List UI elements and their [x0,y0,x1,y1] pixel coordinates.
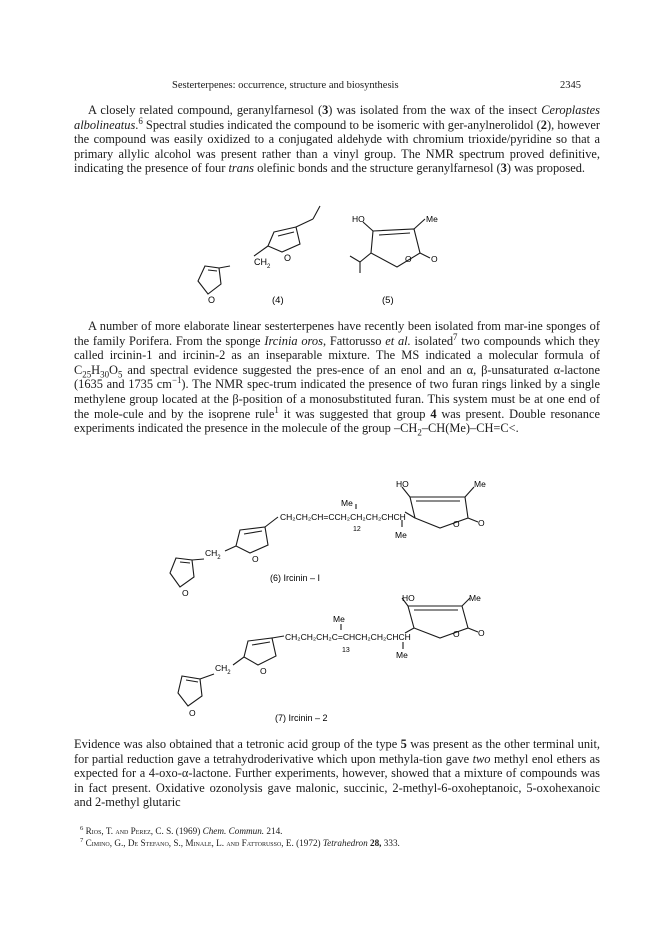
label-structure-6: (6) Ircinin – I [270,573,321,583]
chain-6: CH₂CH₂CH=CCH₂CH₂CH₂CHCH [280,512,406,522]
paragraph-ircinin: A number of more elaborate linear sesterterpenes have recently been isolated from mar-ine sponges of the family Porifera. From the sponge Ircinia oros, Fattorusso et al. isolated$^7$ two compounds which they called ircinin-1 and ircinin-2 as an inseparable mixture. The MS indicated a molecular formula of $C_{25}H_{30}O_5$ and spectral evidence suggested the pres-ence of an enol and an α, β-unsaturated α-lactone (1635 and 1735 $cm^{-1}$). The NMR spec-trum indicated the presence of two furan rings linked by a single methylene group located at the β-position of a monosubstituted furan. This system must be at one end of the mole-cule and by the isoprene rule$^1$ it was suggested that group 4 was present. Double resonance experiments indicated the presence in the molecule of the group $-CH_2-CH(Me)-CH=C<$. [74,319,601,438]
atom-ch2-6: $CH_2$ [205,548,221,561]
atom-o-7a: O [453,629,460,639]
atom-me-7a: Me [333,614,345,624]
atom-ch2-4: $CH_2$ [254,257,271,270]
atom-o-6b: O [478,518,485,528]
atom-me-6b: Me [474,479,486,489]
paragraph-tetronic-acid: Evidence was also obtained that a tetronic acid group of the type 5 was present as the other terminal unit, for partial reduction gave a tetrahydroderivative which upon methyla-tion gave two methyl enol ethers as expected for a 4-oxo-α-lactone. Further experiments, however, showed that a mixture of compounds was in fact present. Oxidative ozonolysis gave malonic, succinic, 2-methyl-6-oxoheptanoic, 5-oxohexanoic and 2-methyl glutaric [74,737,601,810]
atom-ho-7: HO [402,593,415,603]
atom-o-4b: O [208,295,216,305]
running-title: Sesterterpenes: occurrence, structure and biosynthesis [172,80,399,91]
atom-o-6a: O [453,519,460,529]
atom-o-6c: O [252,554,259,564]
num-12: 12 [353,526,361,533]
atom-me-7c: Me [396,650,408,660]
chain-7: CH₂CH₂CH₂C=CHCH₂CH₂CHCH [285,632,411,642]
label-structure-7: (7) Ircinin – 2 [275,713,328,723]
footnote-7: $^7$ Cimino, G., De Stefano, S., Minale, L. and Fattorusso, E. (1972) Tetrahedron 28, 333. [80,836,400,848]
atom-o-7d: O [189,708,196,718]
paragraph-geranylfarnesol: A closely related compound, geranylfarnesol (3) was isolated from the wax of the insect Ceroplastes albolineatus.$^6$ Spectral studies indicated the compound to be isomeric with ger-anylnerolidol (2), however the compound was easily oxidized to a conjugated aldehyde with chromium trioxide/pyridine so that a primary allylic alcohol was present rather than a vinyl group. The NMR spectrum proved definitive, indicating the presence of four trans olefinic bonds and the structure geranylfarnesol (3) was proposed. [74,103,600,176]
footnotes [80,826,600,849]
atom-o-5b: O [431,254,438,264]
footnote-6: $^6$ Rios, T. and Perez, C. S. (1969) Chem. Commun. 214. [80,824,283,836]
num-13: 13 [342,647,350,654]
atom-o-7b: O [478,628,485,638]
atom-me-7b: Me [469,593,481,603]
structure-6 [170,487,478,587]
atom-o-7c: O [260,666,267,676]
atom-me-6c: Me [395,530,407,540]
label-structure-5: (5) [382,295,394,306]
atom-me-5: Me [426,214,438,224]
page-number: 2345 [560,80,581,91]
label-structure-4: (4) [272,295,284,306]
structure-4 [198,206,320,294]
atom-ch2-7: $CH_2$ [215,663,231,676]
atom-ho-6: HO [396,479,409,489]
structure-7 [178,598,478,706]
structure-5 [350,219,430,273]
atom-o-5a: O [405,254,412,264]
atom-o-6d: O [182,588,189,598]
atom-ho-5: HO [352,214,365,224]
atom-o-4a: O [284,253,292,263]
atom-me-6a: Me [341,498,353,508]
